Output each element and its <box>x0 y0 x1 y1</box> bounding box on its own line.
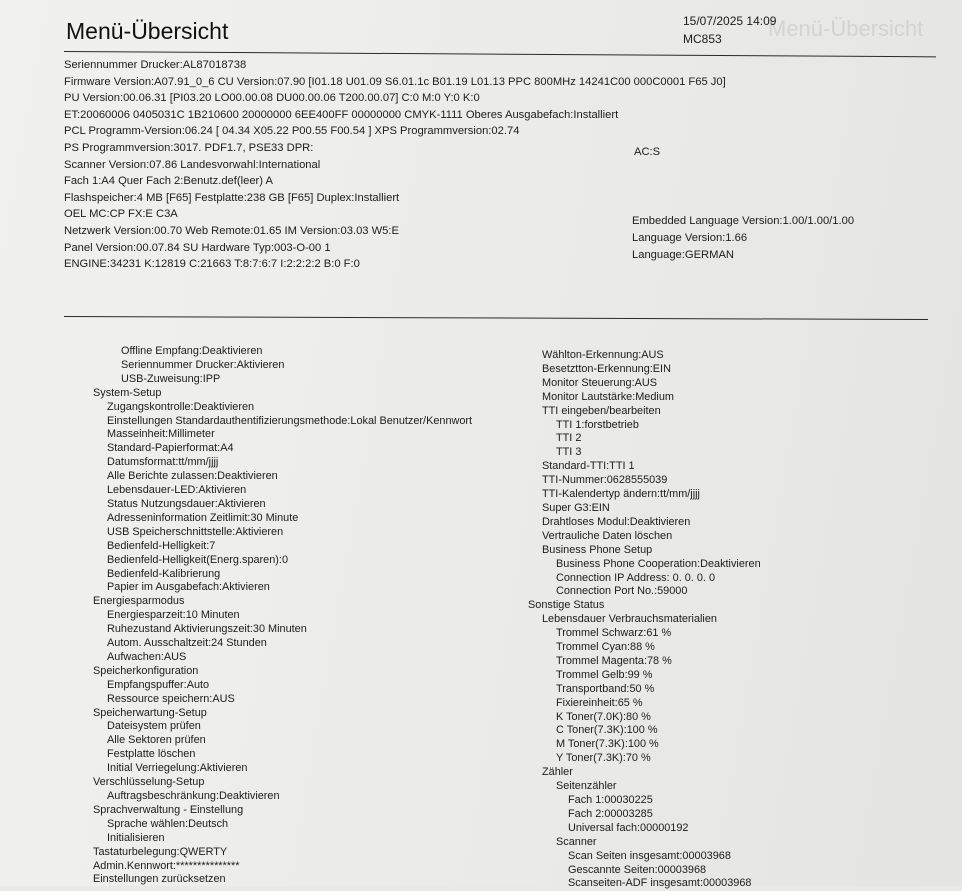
menu-item: Vertrauliche Daten löschen <box>542 529 673 542</box>
menu-item: Alle Sektoren prüfen <box>107 734 206 747</box>
menu-item: Trommel Schwarz:61 % <box>556 627 672 640</box>
menu-item: Bedienfeld-Helligkeit:7 <box>107 539 216 552</box>
language-info-block <box>632 213 854 264</box>
menu-item: K Toner(7.0K):80 % <box>556 710 651 723</box>
menu-item: Sprache wählen:Deutsch <box>107 817 229 830</box>
menu-section: Verschlüsselung-Setup <box>93 776 205 789</box>
menu-item: Super G3:EIN <box>542 501 610 514</box>
menu-item: Trommel Cyan:88 % <box>556 641 655 654</box>
show-through-title: Menü-Übersicht <box>768 16 924 41</box>
menu-item: Adresseninformation Zeitlimit:30 Minute <box>107 511 299 524</box>
menu-item: Papier im Ausgabefach:Aktivieren <box>107 581 270 594</box>
menu-item: TTI-Kalendertyp ändern:tt/mm/jjjj <box>542 488 700 501</box>
menu-item: Autom. Ausschaltzeit:24 Stunden <box>107 637 267 650</box>
menu-item: Fach 2:00003285 <box>568 807 653 820</box>
info-line: Panel Version:00.07.84 SU Hardware Typ:003-O-00 1 <box>64 241 331 254</box>
menu-item: Scanseiten-ADF insgesamt:00003968 <box>568 877 752 890</box>
info-line: ENGINE:34231 K:12819 C:21663 T:8:7:6:7 I:2:2:2:2 B:0 F:0 <box>64 258 360 271</box>
menu-item: TTI 3 <box>556 446 582 459</box>
settings-column-right <box>528 349 761 891</box>
menu-item: Business Phone Cooperation:Deaktivieren <box>556 557 761 570</box>
menu-item: Besetztton-Erkennung:EIN <box>542 362 671 375</box>
menu-item: TTI 1:forstbetrieb <box>556 418 639 431</box>
menu-item: Zugangskontrolle:Deaktivieren <box>107 400 255 413</box>
menu-item: Drahtloses Modul:Deaktivieren <box>542 515 691 528</box>
menu-item: Alle Berichte zulassen:Deaktivieren <box>107 470 278 483</box>
menu-item: Transportband:50 % <box>556 682 655 695</box>
menu-item: USB Speicherschnittstelle:Aktivieren <box>107 525 284 538</box>
printer-model: MC853 <box>683 32 722 46</box>
menu-item: TTI 2 <box>556 432 582 445</box>
menu-item: Zähler <box>542 766 573 779</box>
print-info <box>683 12 776 48</box>
menu-item: Monitor Steuerung:AUS <box>542 376 658 389</box>
menu-item: Standard-TTI:TTI 1 <box>542 460 635 473</box>
menu-section: Sprachverwaltung - Einstellung <box>93 803 244 816</box>
menu-item: Initialisieren <box>107 831 165 844</box>
menu-section: Energiesparmodus <box>93 595 185 608</box>
menu-item: Ruhezustand Aktivierungszeit:30 Minuten <box>107 623 307 636</box>
section-divider <box>64 316 928 320</box>
menu-item: Standard-Papierformat:A4 <box>107 442 234 455</box>
menu-section: Sonstige Status <box>528 599 605 612</box>
menu-section: Speicherwartung-Setup <box>93 706 207 719</box>
menu-item: Empfangspuffer:Auto <box>107 678 210 691</box>
menu-item: Energiesparzeit:10 Minuten <box>107 609 240 622</box>
menu-item: Scanner <box>556 835 597 848</box>
menu-section: Admin.Kennwort:*************** <box>93 859 240 872</box>
info-line: Flashspeicher:4 MB [F65] Festplatte:238 GB [F65] Duplex:Installiert <box>64 191 400 204</box>
info-line: Firmware Version:A07.91_0_6 CU Version:07.90 [I01.18 U01.09 S6.01.1c B01.19 L01.13 PPC 800MHz 14241C00 000C0001 F65 J0] <box>64 75 726 88</box>
info-line: OEL MC:CP FX:E C3A <box>64 208 178 221</box>
menu-section: Tastaturbelegung:QWERTY <box>93 845 228 858</box>
menu-item: Wählton-Erkennung:AUS <box>542 349 664 361</box>
menu-section: Einstellungen zurücksetzen <box>93 873 226 886</box>
menu-item: Einstellungen Standardauthentifizierungsmethode:Lokal Benutzer/Kennwort <box>107 414 473 427</box>
menu-item: Monitor Lautstärke:Medium <box>542 390 674 403</box>
menu-item: Fixiereinheit:65 % <box>556 696 643 709</box>
menu-item: Bedienfeld-Helligkeit(Energ.sparen):0 <box>107 553 289 566</box>
page-title: Menü-Übersicht <box>66 18 229 44</box>
menu-item: Connection IP Address: 0. 0. 0. 0 <box>556 571 716 584</box>
info-line: PU Version:00.06.31 [PI03.20 LO00.00.08 DU00.00.06 T200.00.07] C:0 M:0 Y:0 K:0 <box>64 92 480 105</box>
language-line: Embedded Language Version:1.00/1.00/1.00 <box>632 215 855 227</box>
menu-section: System-Setup <box>93 386 162 399</box>
menu-item: Trommel Gelb:99 % <box>556 668 653 681</box>
info-line: ET:20060006 0405031C 1B210600 20000000 6EE400FF 00000000 CMYK-1111 Oberes Ausgabefach:Installiert <box>64 108 619 121</box>
menu-item: Gescannte Seiten:00003968 <box>568 863 707 876</box>
menu-item: Seitenzähler <box>556 780 617 793</box>
menu-item: Festplatte löschen <box>107 748 196 761</box>
menu-item: Ressource speichern:AUS <box>107 692 235 705</box>
info-line: Scanner Version:07.86 Landesvorwahl:International <box>64 158 321 171</box>
menu-section: Speicherkonfiguration <box>93 664 199 677</box>
menu-item: USB-Zuweisung:IPP <box>121 372 221 385</box>
menu-item: Dateisystem prüfen <box>107 720 201 733</box>
menu-item: M Toner(7.3K):100 % <box>556 738 659 751</box>
printer-info-block <box>64 57 726 273</box>
menu-item: Offline Empfang:Deaktivieren <box>121 345 263 357</box>
info-line: PCL Programm-Version:06.24 [ 04.34 X05.22 P00.55 F00.54 ] XPS Programmversion:02.74 <box>64 125 520 138</box>
menu-item: TTI eingeben/bearbeiten <box>542 404 661 417</box>
print-date: 15/07/2025 14:09 <box>683 14 777 28</box>
menu-item: Seriennummer Drucker:Aktivieren <box>121 358 285 371</box>
menu-item: Business Phone Setup <box>542 543 653 556</box>
menu-item: Lebensdauer-LED:Aktivieren <box>107 484 247 497</box>
menu-item: Fach 1:00030225 <box>568 794 653 806</box>
menu-item: Universal fach:00000192 <box>568 821 689 834</box>
info-line: Netzwerk Version:00.70 Web Remote:01.65 IM Version:03.03 W5:E <box>64 224 399 237</box>
settings-column-left <box>93 345 472 887</box>
info-line: Fach 1:A4 Quer Fach 2:Benutz.def(leer) A <box>64 175 273 188</box>
menu-item: Trommel Magenta:78 % <box>556 654 672 667</box>
menu-item: Connection Port No.:59000 <box>556 585 688 598</box>
menu-item: Status Nutzungsdauer:Aktivieren <box>107 497 266 510</box>
menu-item: Aufwachen:AUS <box>107 650 187 663</box>
menu-item: Y Toner(7.3K):70 % <box>556 752 651 765</box>
menu-item: Lebensdauer Verbrauchsmaterialien <box>542 613 717 626</box>
info-line: Seriennummer Drucker:AL87018738 <box>64 59 247 71</box>
menu-item: Scan Seiten insgesamt:00003968 <box>568 849 731 862</box>
language-line: Language:GERMAN <box>632 249 734 261</box>
menu-item: TTI-Nummer:0628555039 <box>542 474 668 487</box>
info-line: PS Programmversion:3017. PDF1.7, PSE33 DPR: <box>64 141 314 154</box>
language-line: Language Version:1.66 <box>632 232 748 244</box>
menu-item: Datumsformat:tt/mm/jjjj <box>107 456 219 469</box>
menu-item: C Toner(7.3K):100 % <box>556 724 658 737</box>
menu-item: Initial Verriegelung:Aktivieren <box>107 762 248 775</box>
menu-item: Masseinheit:Millimeter <box>107 428 215 441</box>
menu-item: Auftragsbeschränkung:Deaktivieren <box>107 790 280 802</box>
menu-item: Bedienfeld-Kalibrierung <box>107 567 221 580</box>
ac-label: AC:S <box>634 146 661 158</box>
